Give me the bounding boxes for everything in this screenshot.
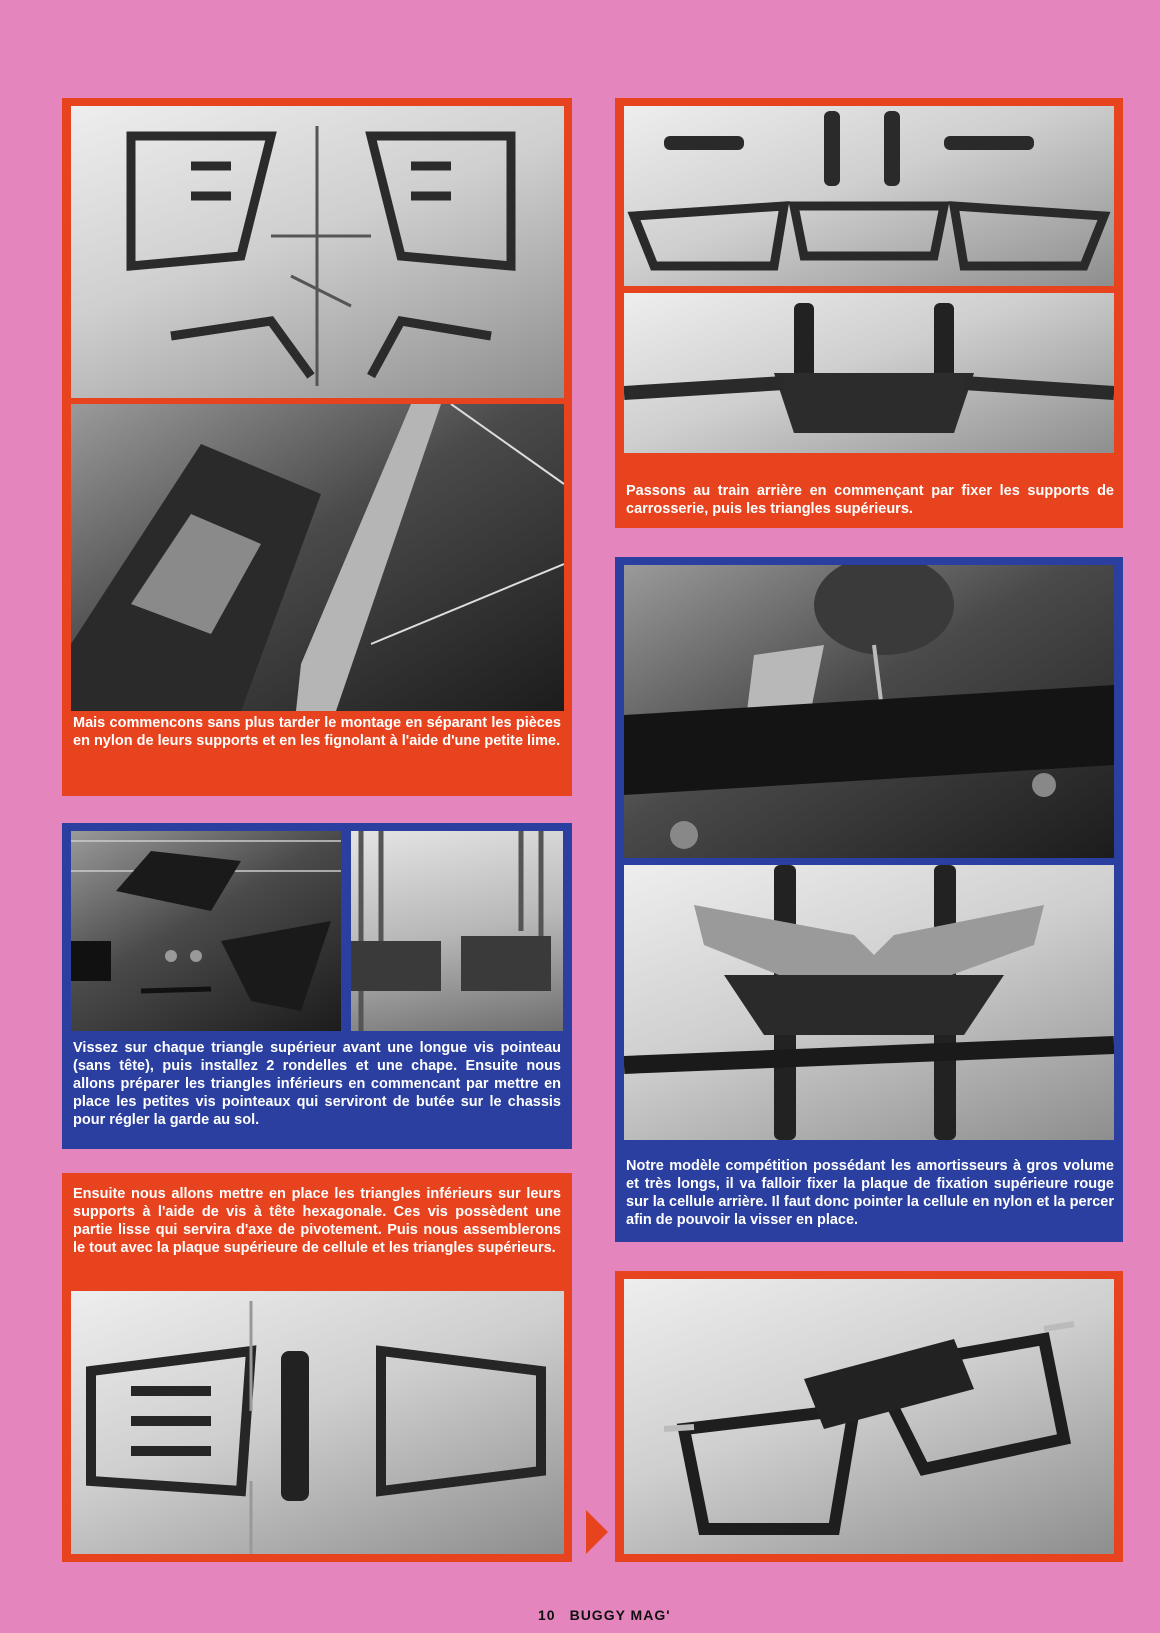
page-number: 10 [538,1607,556,1623]
photo-triangle-screw-parts [71,831,341,1031]
photo-rear-body-mounts [624,293,1114,453]
page-footer [538,1607,685,1623]
photo-panel-parts-separation [62,98,572,796]
caption-rear-train: Passons au train arrière en commençant par fixer les supports de carrosserie, puis les triangles supérieurs. [626,483,1114,517]
caption-upper-triangle: Vissez sur chaque triangle supérieur avant une longue vis pointeau (sans tête), puis installez 2 rondelles et une chape. Ensuite nous allons préparer les triangles inférieurs en commencant par mettre en place les petites vis pointeaux qui serviront de butée sur le chassis pour régler la garde au sol. [73,1040,561,1128]
photo-panel-lower-triangles [62,1173,572,1562]
photo-drilling-cell [624,565,1114,858]
photo-lower-triangle-screws [351,831,563,1031]
photo-panel-final-assembly [615,1271,1123,1562]
photo-nylon-parts-sprue [71,106,564,398]
photo-panel-rear-train [615,98,1123,528]
photo-lower-triangles-assembly [71,1291,564,1554]
photo-shock-plate-mounted [624,865,1114,1140]
continue-arrow-icon [586,1510,608,1554]
caption-lower-triangles: Ensuite nous allons mettre en place les triangles inférieurs sur leurs supports à l'aide de vis à tête hexagonale. Ces vis possèdent une partie lisse qui servira d'axe de pivotement. Puis nous assemblerons le tout avec la plaque supérieure de cellule et les triangles supérieurs. [73,1186,561,1256]
photo-panel-shock-plate [615,557,1123,1242]
photo-panel-upper-triangle [62,823,572,1149]
photo-rear-assembly [624,1279,1114,1554]
caption-shock-plate: Notre modèle compétition possédant les amortisseurs à gros volume et très longs, il va falloir fixer la plaque de fixation supérieure rouge sur la cellule arrière. Il faut donc pointer la cellule en nylon et la percer afin de pouvoir la visser en place. [626,1158,1114,1228]
caption-parts-separation: Mais commencons sans plus tarder le montage en séparant les pièces en nylon de leurs supports et en les fignolant à l'aide d'une petite lime. [73,715,561,749]
magazine-name: BUGGY MAG' [569,1607,671,1623]
photo-filing-triangle [71,404,564,711]
photo-rear-parts-layout [624,106,1114,286]
